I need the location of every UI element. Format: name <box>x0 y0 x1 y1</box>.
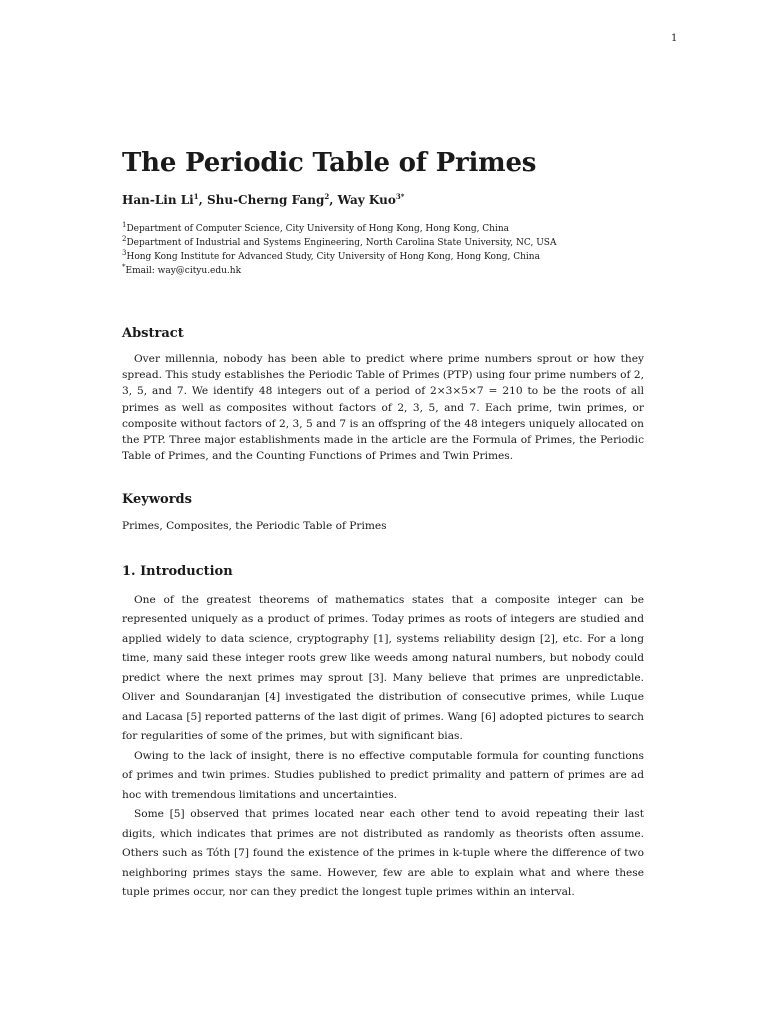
affiliation-line <box>122 250 644 264</box>
math-expression: 2×3×5×7 = 210 <box>430 385 523 398</box>
author-separator: , <box>329 193 338 207</box>
author-affiliation-marker: 3* <box>395 192 405 201</box>
keywords-text: Primes, Composites, the Periodic Table of Primes <box>122 520 387 533</box>
author-affiliation-marker: 2 <box>324 192 330 201</box>
author-separator: , <box>198 193 207 207</box>
page-number: 1 <box>671 33 678 44</box>
section-heading-introduction: 1. Introduction <box>122 563 233 579</box>
paper-title: The Periodic Table of Primes <box>122 148 537 178</box>
affiliation-marker: 2 <box>122 235 127 243</box>
affiliation-line <box>122 222 644 236</box>
email-line <box>122 264 644 278</box>
abstract-text <box>122 351 644 464</box>
abstract-heading: Abstract <box>122 326 184 341</box>
affiliation-line <box>122 236 644 250</box>
author-name: Shu-Cherng Fang <box>206 193 325 207</box>
author-list <box>122 192 644 208</box>
affiliation-list <box>122 222 644 278</box>
paper-body <box>122 146 644 903</box>
email-text: Email: way@cityu.edu.hk <box>125 266 242 276</box>
affiliation-marker: * <box>122 263 126 271</box>
affiliation-text: Department of Industrial and Systems Engineering, North Carolina State University, NC, USA <box>126 238 557 248</box>
author-name: Han-Lin Li <box>122 193 194 207</box>
affiliation-marker: 3 <box>122 249 127 257</box>
body-paragraph: Some [5] observed that primes located near each other tend to avoid repeating their last digits, which indicates that primes are not distributed as randomly as theorists often assume. Others such as Tóth [7] found the existence of the primes in k-tuple where the difference of two neighboring primes stays the same. However, few are able to explain what and where these tuple primes occur, nor can they predict the longest tuple primes within an interval. <box>122 808 644 899</box>
body-paragraph: One of the greatest theorems of mathematics states that a composite integer can be represented uniquely as a product of primes. Today primes as roots of integers are studied and applied widely to data science, cryptography [1], systems reliability design [2], etc. For a long time, many said these integer roots grew like weeds among natural numbers, but nobody could predict where the next primes may sprout [3]. Many believe that primes are unpredictable. Oliver and Soundaranjan [4] investigated the distribution of consecutive primes, while Luque and Lacasa [5] reported patterns of the last digit of primes. Wang [6] adopted pictures to search for regularities of some of the primes, but with significant bias. <box>122 593 644 743</box>
author-affiliation-marker: 1 <box>193 192 199 201</box>
author-name: Way Kuo <box>337 193 396 207</box>
affiliation-marker: 1 <box>122 221 127 229</box>
abstract-text-part: Over millennia, nobody has been able to predict where prime numbers sprout or how they spread. This study establishes the Periodic Table of Primes (PTP) using four prime numbers of 2, 3, 5, and 7. We identify 48 integers out of a period of <box>122 353 644 398</box>
affiliation-text: Hong Kong Institute for Advanced Study, City University of Hong Kong, Hong Kong, China <box>126 252 540 262</box>
body-paragraph: Owing to the lack of insight, there is no effective computable formula for counting functions of primes and twin primes. Studies published to predict primality and pattern of primes are ad hoc with tremendous limitations and uncertainties. <box>122 749 644 801</box>
keywords-heading: Keywords <box>122 492 192 508</box>
abstract-text-part: to be the roots of all primes as well as composites without factors of 2, 3, 5, and 7. Each prime, twin primes, or composite without factors of 2, 3, 5 and 7 is an offspring of the 48 integers uniquely allocated on the PTP. Three major establishments made in the article are the Formula of Primes, the Periodic Table of Primes, and the Counting Functions of Primes and Twin Primes. <box>122 385 644 463</box>
affiliation-text: Department of Computer Science, City University of Hong Kong, Hong Kong, China <box>126 224 510 234</box>
